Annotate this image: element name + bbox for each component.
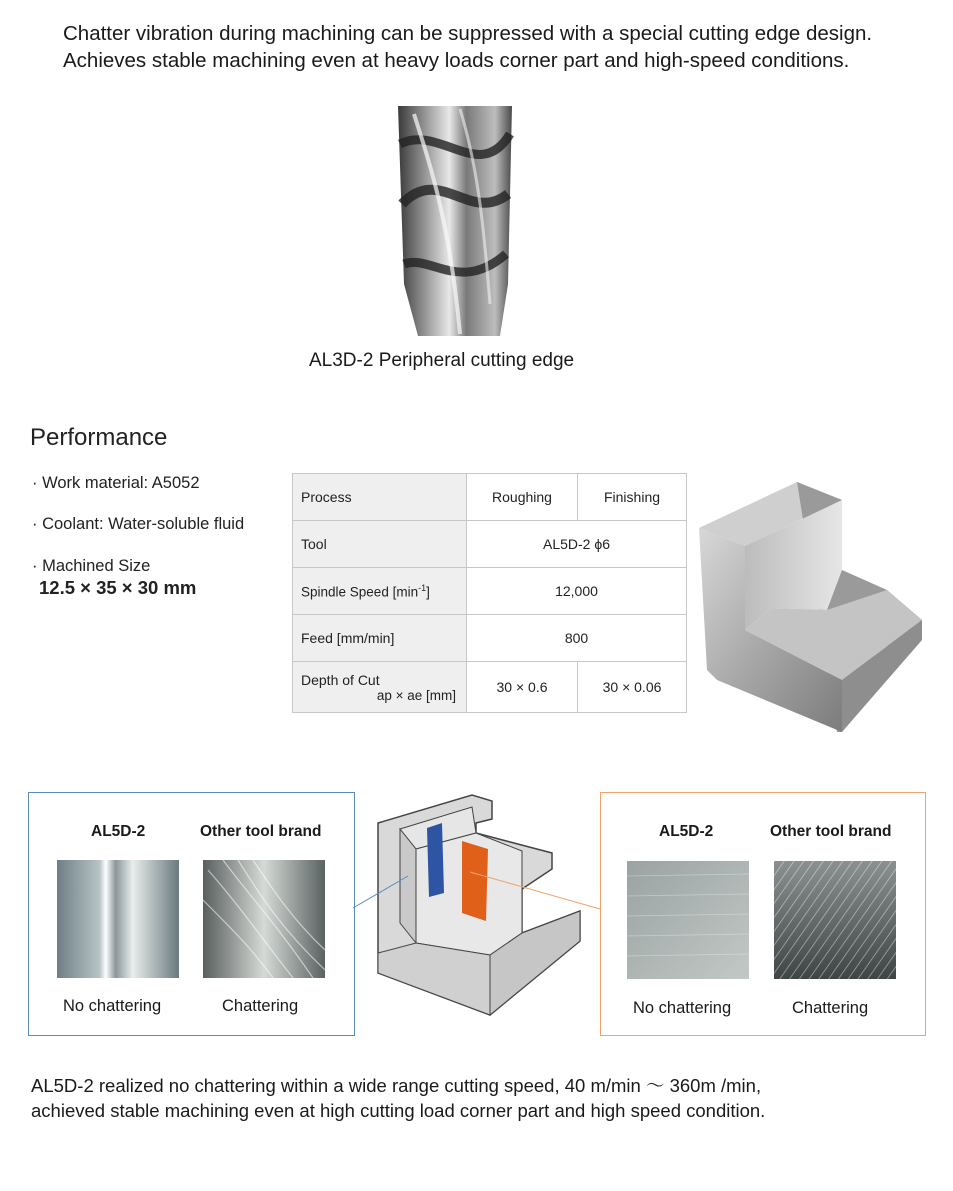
process-label: Process (293, 474, 467, 521)
brand-a-label: AL5D-2 (659, 823, 714, 840)
brand-a-label: AL5D-2 (91, 823, 146, 840)
roughing-header: Roughing (467, 474, 578, 521)
work-material: · Work material: A5052 (32, 474, 200, 492)
machined-size-label: · Machined Size (32, 557, 151, 575)
performance-title: Performance (30, 424, 168, 451)
table-row (293, 474, 687, 521)
feed-value: 800 (467, 615, 687, 662)
result-a-label: No chattering (633, 999, 732, 1017)
coolant: · Coolant: Water-soluble fluid (32, 515, 245, 533)
brand-b-label: Other tool brand (200, 823, 322, 840)
surface-sample-chatter-icon (774, 861, 896, 979)
table-row (293, 615, 687, 662)
feed-label: Feed [mm/min] (293, 615, 467, 662)
tool-value: AL5D-2 ϕ6 (467, 521, 687, 568)
summary-line-2: achieved stable machining even at high cutting load corner part and high speed condition. (31, 1100, 766, 1121)
comparison-box-corner (28, 792, 355, 1036)
callout-lines (352, 860, 602, 920)
intro-text (63, 20, 872, 74)
table-row (293, 662, 687, 713)
spindle-speed-label: Spindle Speed $[\min^{-1}]$ (293, 568, 467, 615)
tool-caption: AL3D-2 Peripheral cutting edge (309, 350, 575, 371)
result-b-label: Chattering (792, 999, 869, 1017)
finishing-header: Finishing (578, 474, 687, 521)
summary-text (31, 1073, 765, 1123)
machined-block-photo-icon (697, 480, 927, 732)
surface-sample-no-chatter-icon (627, 861, 749, 979)
table-row (293, 521, 687, 568)
depth-of-cut-label: Depth of Cut ap × ae [mm] (293, 662, 467, 713)
result-b-label: Chattering (222, 997, 299, 1015)
depth-of-cut-finishing: 30 × 0.06 (578, 662, 687, 713)
intro-line-2: Achieves stable machining even at heavy loads corner part and high-speed conditions. (63, 49, 850, 72)
cutting-conditions-table (292, 473, 687, 713)
result-a-label: No chattering (63, 997, 162, 1015)
comparison-box-high-speed (600, 792, 926, 1036)
intro-line-1: Chatter vibration during machining can be suppressed with a special cutting edge design. (63, 22, 873, 45)
machined-size-value: 12.5 × 35 × 30 mm (39, 577, 197, 598)
brand-b-label: Other tool brand (770, 823, 892, 840)
surface-sample-no-chatter-icon (57, 860, 179, 978)
summary-line-1: AL5D-2 realized no chattering within a wide range cutting speed, 40 m/min 〜 360m /min, (31, 1075, 762, 1096)
table-row (293, 568, 687, 615)
end-mill-photo-icon (390, 104, 520, 336)
surface-sample-chatter-icon (203, 860, 325, 978)
spindle-speed-value: 12,000 (467, 568, 687, 615)
tool-label: Tool (293, 521, 467, 568)
depth-of-cut-roughing: 30 × 0.6 (467, 662, 578, 713)
